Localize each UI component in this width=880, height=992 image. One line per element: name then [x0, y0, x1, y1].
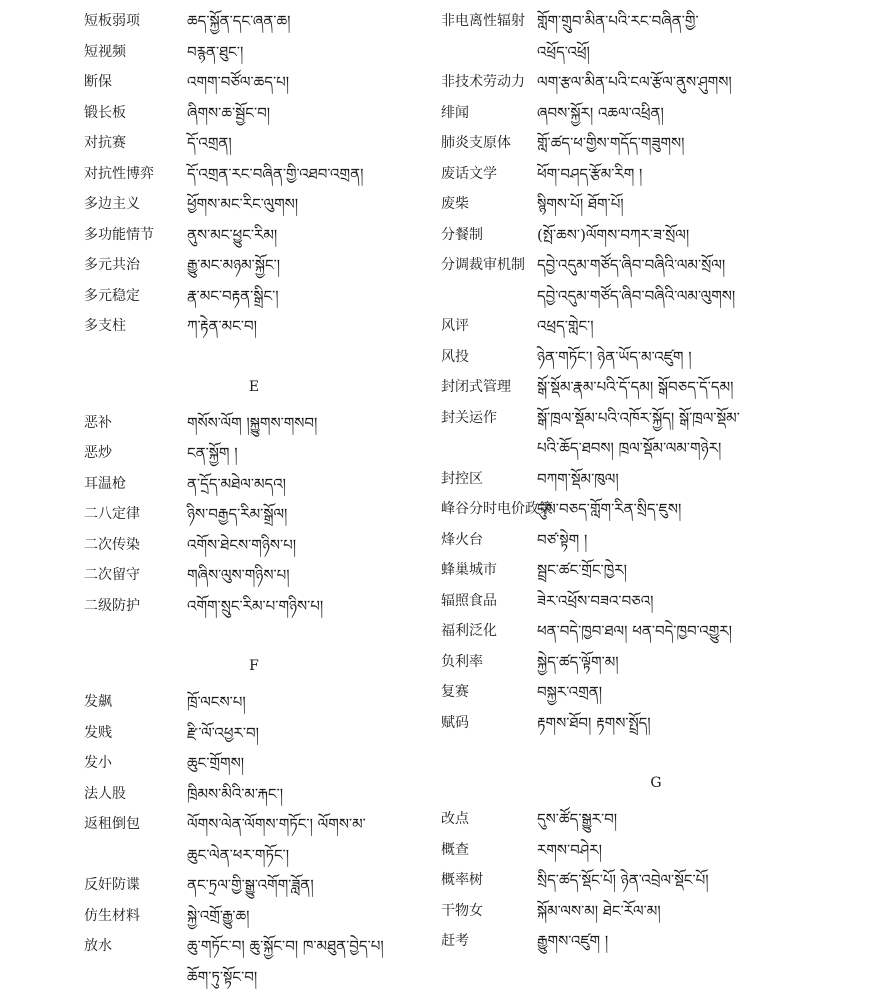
tibetan-translation: ཉེན་གཏོང་། ཉེན་ཡོད་མ་འཛུག ། — [537, 347, 692, 366]
chinese-term: 多元共治 — [84, 257, 140, 273]
glossary-entry — [84, 469, 424, 500]
tibetan-translation: སྲིད་ཚད་སྡོང་པོ། ཉེན་འབྲེལ་སྡོང་པོ། — [537, 871, 709, 889]
entry-group-d — [84, 6, 424, 342]
tibetan-translation: ཁྲིམས་མིའི་མ་རྐང་། — [187, 784, 284, 803]
chinese-term: 概查 — [441, 841, 469, 858]
glossary-entry — [84, 408, 424, 439]
chinese-term: 法人股 — [84, 785, 126, 802]
glossary-entry — [441, 403, 871, 464]
tibetan-translation: སྙིགས་པོ། ཐོག་པོ། — [537, 195, 624, 213]
chinese-term: 赶考 — [441, 933, 469, 949]
entry-group-g — [441, 804, 871, 957]
tibetan-translation: ཉིས་བརྒྱད་རིམ་སྒྲོལ། — [187, 505, 288, 523]
chinese-term: 干物女 — [441, 902, 483, 919]
tibetan-translation: ཟེར་འཕྲོས་བཟའ་བཅའ། — [537, 591, 654, 610]
glossary-entry — [441, 525, 871, 556]
chinese-term: 发小 — [84, 755, 112, 771]
left-column — [84, 6, 424, 992]
chinese-term: 非电离性辐射 — [441, 13, 525, 29]
glossary-entry — [441, 250, 871, 311]
chinese-term: 非技术劳动力 — [441, 74, 525, 90]
chinese-term: 封关运作 — [441, 409, 497, 426]
tibetan-translation: ཀ་རྟེན་མང་བ། — [187, 317, 257, 335]
glossary-entry — [84, 220, 424, 251]
glossary-entry — [84, 687, 424, 718]
glossary-entry — [441, 220, 871, 251]
glossary-entry — [441, 128, 871, 159]
chinese-term: 对抗赛 — [84, 135, 126, 151]
chinese-term: 封闭式管理 — [441, 379, 511, 395]
glossary-entry — [441, 159, 871, 190]
chinese-term: 改点 — [441, 811, 469, 827]
chinese-term: 概率树 — [441, 872, 483, 888]
chinese-term: 烽火台 — [441, 531, 483, 548]
glossary-entry — [441, 494, 871, 525]
tibetan-translation: ཕན་བདེ་ཁྱབ་ཐལ། ཕན་བདེ་ཁྱབ་འགྱུར། — [537, 622, 732, 640]
tibetan-translation: གསོས་ལོག །སྐྱུགས་གསབ། — [187, 413, 318, 432]
tibetan-translation: རྒྱུ་མང་མཉམ་སྐྱོང་། — [187, 256, 281, 274]
tibetan-translation: ཞབས་སྐྱོར། འཆལ་འཕྲིན། — [537, 103, 664, 122]
chinese-term: 仿生材料 — [84, 907, 140, 924]
chinese-term: 恶补 — [84, 414, 112, 431]
glossary-entry — [84, 281, 424, 312]
section-letter-f: F — [249, 658, 259, 674]
glossary-entry — [84, 809, 424, 870]
chinese-term: 多功能情节 — [84, 226, 154, 243]
glossary-entry — [441, 98, 871, 129]
glossary-entry — [84, 67, 424, 98]
glossary-entry — [84, 718, 424, 749]
chinese-term: 返租倒包 — [84, 816, 140, 832]
tibetan-translation: (སྤོ་ཆས་)ལོགས་བཀར་ཟ་སྲོལ། — [537, 225, 690, 244]
tibetan-translation: གློག་གྲུབ་མིན་པའི་རང་བཞིན་གྱི་ འཕྲོད་འཕྲོ། — [537, 12, 699, 61]
chinese-term: 福利泛化 — [441, 623, 497, 639]
glossary-entry — [441, 647, 871, 678]
tibetan-translation: འཕྲད་གླེང་། — [537, 317, 594, 335]
chinese-term: 蜂巢城市 — [441, 562, 497, 578]
tibetan-translation: ཆད་སྐྱོན་དང་ཞན་ཆ། — [187, 12, 291, 30]
chinese-term: 负利率 — [441, 653, 483, 670]
tibetan-translation: སྒོ་སྡོམ་རྣམ་པའི་དོ་དམ། སྒོབཅད་དོ་དམ། — [537, 378, 734, 396]
chinese-term: 短板弱项 — [84, 13, 140, 29]
tibetan-translation: རྟགས་ཐོབ། རྟགས་སྤྲོད། — [537, 713, 651, 732]
entry-group-f-continued — [441, 6, 871, 738]
chinese-term: 封控区 — [441, 470, 483, 487]
glossary-entry — [441, 342, 871, 373]
tibetan-translation: དོ་འགྲན། — [187, 134, 232, 152]
tibetan-translation: དབྱེ་འདུམ་གཙོད་ཞིབ་བཞིའི་ལམ་སྲོལ། དབྱེ་འདུམ་གཙོད་ཞིབ་བཞིའི་ལམ་ལུགས། — [537, 256, 736, 305]
glossary-entry — [84, 189, 424, 220]
chinese-term: 废话文学 — [441, 165, 497, 182]
chinese-term: 恶炒 — [84, 445, 112, 461]
tibetan-translation: སྐྱེ་འགྲོ་རྒྱུ་ཆ། — [187, 906, 250, 925]
tibetan-translation: གཞིས་ལུས་གཉིས་པ། — [187, 566, 290, 584]
entry-group-f — [84, 687, 424, 992]
chinese-term: 二级防护 — [84, 597, 140, 614]
glossary-entry — [84, 530, 424, 561]
glossary-entry — [84, 37, 424, 68]
glossary-entry — [441, 896, 871, 927]
glossary-entry — [84, 779, 424, 810]
glossary-entry — [84, 159, 424, 190]
glossary-entry — [441, 189, 871, 220]
glossary-entry — [441, 555, 871, 586]
chinese-term: 峰谷分时电价政策 — [441, 501, 553, 517]
chinese-term: 反奸防谍 — [84, 877, 140, 893]
tibetan-translation: བཀག་སྡོམ་ཁུལ། — [537, 469, 619, 488]
chinese-term: 锻长板 — [84, 104, 126, 121]
tibetan-translation: ཆུ་གཏོང་བ། ཆུ་སྐྱོང་བ། ཁ་མཐུན་བྱེད་པ། ཆོག་ཏུ་སྟོང་བ། — [187, 937, 384, 986]
glossary-entry — [441, 804, 871, 835]
glossary-entry — [84, 748, 424, 779]
chinese-term: 赋码 — [441, 714, 469, 731]
chinese-term: 复赛 — [441, 684, 469, 700]
tibetan-translation: ཁྲོ་ལངས་པ། — [187, 693, 246, 711]
chinese-term: 断保 — [84, 74, 112, 90]
tibetan-translation: རྣ་མང་བརྟན་སྒྲིང་། — [187, 286, 279, 305]
tibetan-translation: ན་དྲོད་མཐེལ་མདའ། — [187, 474, 287, 493]
tibetan-translation: སྐོམ་ལས་མ། ཐེང་རོལ་མ། — [537, 901, 661, 920]
tibetan-translation: འགོས་ཐེངས་གཉིས་པ། — [187, 535, 297, 554]
chinese-term: 风投 — [441, 348, 469, 365]
tibetan-translation: སྐྱེད་ཚད་ལྟོག་མ། — [537, 652, 619, 671]
glossary-entry — [441, 372, 871, 403]
glossary-entry — [441, 835, 871, 866]
glossary-entry — [441, 616, 871, 647]
chinese-term: 放水 — [84, 938, 112, 954]
tibetan-translation: སྦྲང་ཚང་གྲོང་ཁྱེར། — [537, 561, 627, 579]
glossary-entry — [441, 464, 871, 495]
chinese-term: 绯闻 — [441, 104, 469, 121]
glossary-entry — [84, 250, 424, 281]
chinese-term: 对抗性博弈 — [84, 165, 154, 182]
tibetan-translation: འགག་བཙོལ་ཆད་པ། — [187, 73, 290, 91]
section-letter-g: G — [650, 775, 662, 791]
tibetan-translation: ནང་ཏྲལ་གྱི་སྒྱུ་འགོག་ཟློན། — [187, 876, 314, 894]
glossary-entry — [84, 128, 424, 159]
tibetan-translation: ཞིགས་ཆ་སྦྱོང་བ། — [187, 103, 271, 122]
glossary-entry — [84, 311, 424, 342]
chinese-term: 二次留守 — [84, 567, 140, 583]
chinese-term: 分餐制 — [441, 226, 483, 243]
glossary-entry — [441, 67, 871, 98]
glossary-entry — [441, 926, 871, 957]
glossary-entry — [84, 931, 424, 992]
glossary-entry — [441, 708, 871, 739]
tibetan-translation: ལོགས་ལེན་ལོགས་གཏོང་། ལོགས་མ་ ཆུང་ལེན་ཕར་གཏོང་། — [187, 815, 366, 864]
glossary-entry — [84, 6, 424, 37]
tibetan-translation: བསྐྱར་འགྲན། — [537, 683, 603, 701]
tibetan-translation: ངན་སྐྱོག ། — [187, 444, 238, 462]
glossary-entry — [84, 560, 424, 591]
glossary-entry — [84, 901, 424, 932]
chinese-term: 肺炎支原体 — [441, 135, 511, 151]
chinese-term: 二次传染 — [84, 536, 140, 553]
chinese-term: 二八定律 — [84, 506, 140, 522]
tibetan-translation: བཙ་སྟེག ། — [537, 530, 588, 549]
glossary-entry — [441, 311, 871, 342]
tibetan-translation: རྫི་ལོ་འཕྱར་བ། — [187, 723, 259, 742]
chinese-term: 多元稳定 — [84, 287, 140, 304]
glossary-entry — [84, 870, 424, 901]
section-letter-e: E — [248, 378, 260, 395]
glossary-entry — [84, 591, 424, 622]
tibetan-translation: དོ་འགྲན་རང་བཞིན་གྱི་འཐབ་འགྲན། — [187, 164, 364, 183]
tibetan-translation: ནུས་མང་ཕྱུང་རིམ། — [187, 225, 278, 244]
tibetan-translation: གློ་ཚད་ཕ་གྱིས་གདོད་གཟུགས། — [537, 134, 685, 152]
tibetan-translation: བརྙན་ཐུང་། — [187, 42, 244, 61]
glossary-entry — [441, 677, 871, 708]
tibetan-translation: ཕྱོགས་མང་རིང་ལུགས། — [187, 195, 299, 213]
glossary-entry — [84, 438, 424, 469]
tibetan-translation: རགས་བཤེར། — [537, 840, 602, 859]
tibetan-translation: དུས་བཅད་གློག་རིན་སྲིད་ཇུས། — [537, 500, 682, 518]
chinese-term: 分调裁审机制 — [441, 257, 525, 273]
chinese-term: 多边主义 — [84, 196, 140, 212]
chinese-term: 多支柱 — [84, 318, 126, 334]
tibetan-translation: ཕོག་བཤད་རྩོམ་རིག ། — [537, 164, 643, 183]
glossary-entry — [441, 865, 871, 896]
chinese-term: 废柴 — [441, 196, 469, 212]
chinese-term: 风评 — [441, 318, 469, 334]
tibetan-translation: སྒོ་ཁྲལ་སྡོམ་པའི་འཁོར་སྐྱོད། སྒོ་ཁྲལ་སྡོམ་ པའི་ཆོད་ཐབས། ཁྲལ་སྡོམ་ལམ་གཉེར། — [537, 408, 740, 457]
glossary-entry — [441, 6, 871, 67]
glossary-entry — [441, 586, 871, 617]
glossary-entry — [84, 499, 424, 530]
tibetan-translation: དུས་ཚོད་སྒྱུར་བ། — [537, 810, 618, 828]
chinese-term: 短视频 — [84, 43, 126, 60]
tibetan-translation: རྒྱུགས་འཛུག ། — [537, 932, 609, 950]
chinese-term: 发飙 — [84, 694, 112, 710]
entry-group-e — [84, 408, 424, 622]
tibetan-translation: འགོག་སྲུང་རིམ་པ་གཉིས་པ། — [187, 596, 324, 615]
chinese-term: 发贱 — [84, 724, 112, 741]
chinese-term: 辐照食品 — [441, 592, 497, 609]
right-column — [441, 6, 871, 957]
tibetan-translation: ལག་རྩལ་མིན་པའི་ངལ་རྩོལ་ནུས་ཤུགས། — [537, 73, 732, 91]
tibetan-translation: ཆུང་གྲོགས། — [187, 754, 245, 772]
chinese-term: 耳温枪 — [84, 475, 126, 492]
glossary-entry — [84, 98, 424, 129]
